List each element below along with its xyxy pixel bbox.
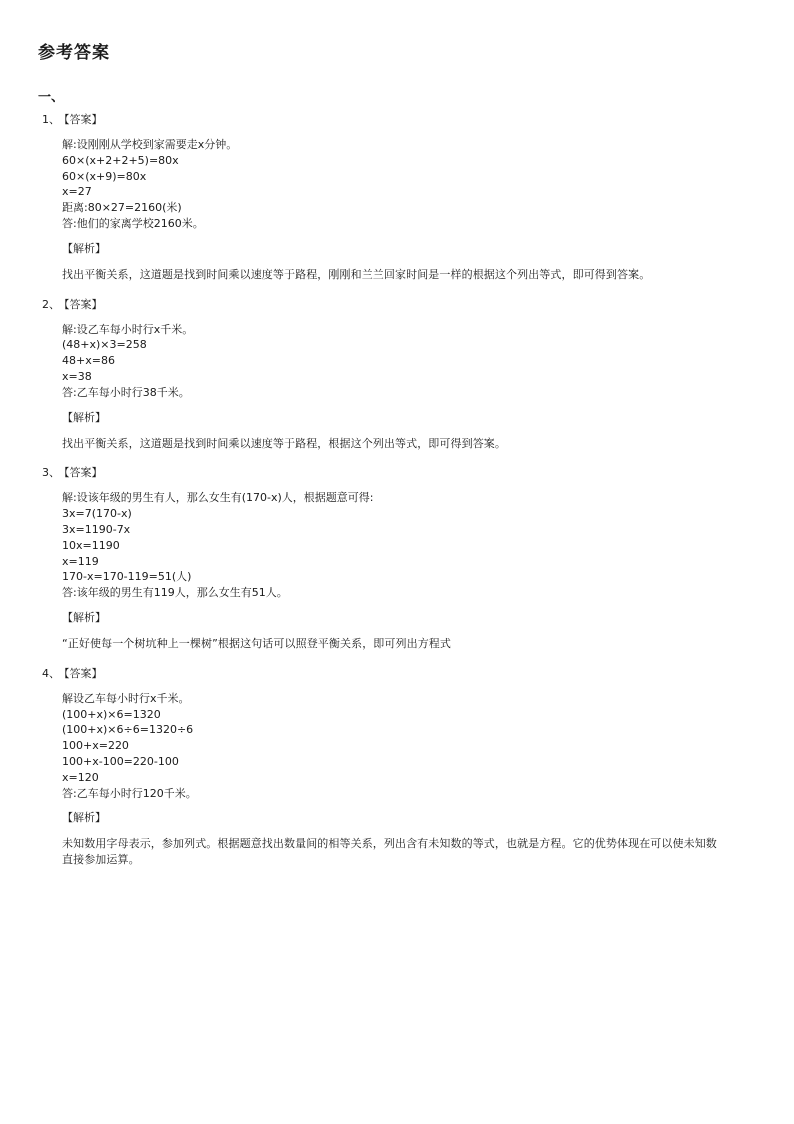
answer-line: 100+x-100=220-100	[62, 754, 179, 768]
answer-line: 60×(x+9)=80x	[62, 169, 147, 183]
question-number: 2、	[42, 297, 60, 311]
answer-line: 10x=1190	[62, 538, 120, 552]
answer-line: 100+x=220	[62, 739, 129, 753]
answer-line: 答:乙车每小时行38千米。	[62, 385, 190, 399]
analysis-text: 找出平衡关系，这道题是找到时间乘以速度等于路程，根据这个列出等式，即可得到答案。	[62, 436, 506, 450]
answer-lines	[62, 691, 794, 802]
question-header	[42, 297, 794, 313]
answer-line: 3x=7(170-x)	[62, 507, 132, 521]
answer-lines	[62, 322, 794, 401]
question-list	[0, 112, 794, 882]
answer-line: 48+x=86	[62, 354, 115, 368]
answer-line: (48+x)×3=258	[62, 338, 147, 352]
answer-tag: 【答案】	[64, 113, 103, 126]
analysis-tag: 【解析】	[62, 811, 106, 825]
answer-line: x=27	[62, 185, 92, 199]
answer-tag: 【答案】	[64, 666, 103, 680]
answer-lines	[62, 490, 794, 601]
answer-line: x=120	[62, 770, 99, 784]
question-number: 4、	[42, 666, 60, 680]
question-header	[42, 112, 794, 128]
answer-tag: 【答案】	[64, 466, 103, 480]
answer-line: 3x=1190-7x	[62, 522, 131, 536]
question-item	[0, 465, 794, 651]
question-header	[42, 465, 794, 481]
answer-line: (100+x)×6÷6=1320÷6	[62, 723, 194, 737]
question-number: 1、	[42, 113, 60, 126]
analysis-tag: 【解析】	[62, 410, 106, 424]
question-item	[0, 112, 794, 283]
question-number: 3、	[42, 466, 60, 480]
answer-line: 距离:80×27=2160(米)	[62, 201, 182, 215]
document-title: 参考答案	[38, 43, 110, 63]
analysis-text: 未知数用字母表示，参加列式。根据题意找出数量间的相等关系，列出含有未知数的等式，也就是方程。它的优势体现在可以使未知数直接参加运算。	[62, 837, 717, 867]
question-header	[42, 666, 794, 682]
answer-line: 解:设该年级的男生有人，那么女生有(170-x)人，根据题意可得:	[62, 491, 374, 505]
analysis-text: “正好使每一个树坑种上一棵树”根据这句话可以照登平衡关系，即可列出方程式	[62, 636, 451, 650]
answer-line: 答:他们的家离学校2160米。	[62, 216, 204, 230]
answer-line: 答:该年级的男生有119人，那么女生有51人。	[62, 586, 288, 600]
answer-line: 解设乙车每小时行x千米。	[62, 691, 190, 705]
analysis-tag: 【解析】	[62, 241, 106, 255]
analysis-tag: 【解析】	[62, 610, 106, 624]
answer-line: 60×(x+2+2+5)=80x	[62, 153, 179, 167]
answer-line: 170-x=170-119=51(人)	[62, 570, 192, 584]
analysis-text: 找出平衡关系，这道题是找到时间乘以速度等于路程，刚刚和兰兰回家时间是一样的根据这个列出等式，即可得到答案。	[62, 267, 651, 281]
question-item	[0, 666, 794, 868]
answer-line: 答:乙车每小时行120千米。	[62, 786, 197, 800]
answer-line: x=119	[62, 554, 99, 568]
answer-line: (100+x)×6=1320	[62, 707, 161, 721]
answer-tag: 【答案】	[64, 297, 103, 311]
answer-line: 解:设乙车每小时行x千米。	[62, 322, 194, 336]
question-item	[0, 297, 794, 452]
section-heading: 一、	[38, 90, 65, 105]
answer-line: x=38	[62, 369, 92, 383]
answer-lines	[62, 137, 794, 232]
answer-line: 解:设刚刚从学校到家需要走x分钟。	[62, 138, 238, 151]
